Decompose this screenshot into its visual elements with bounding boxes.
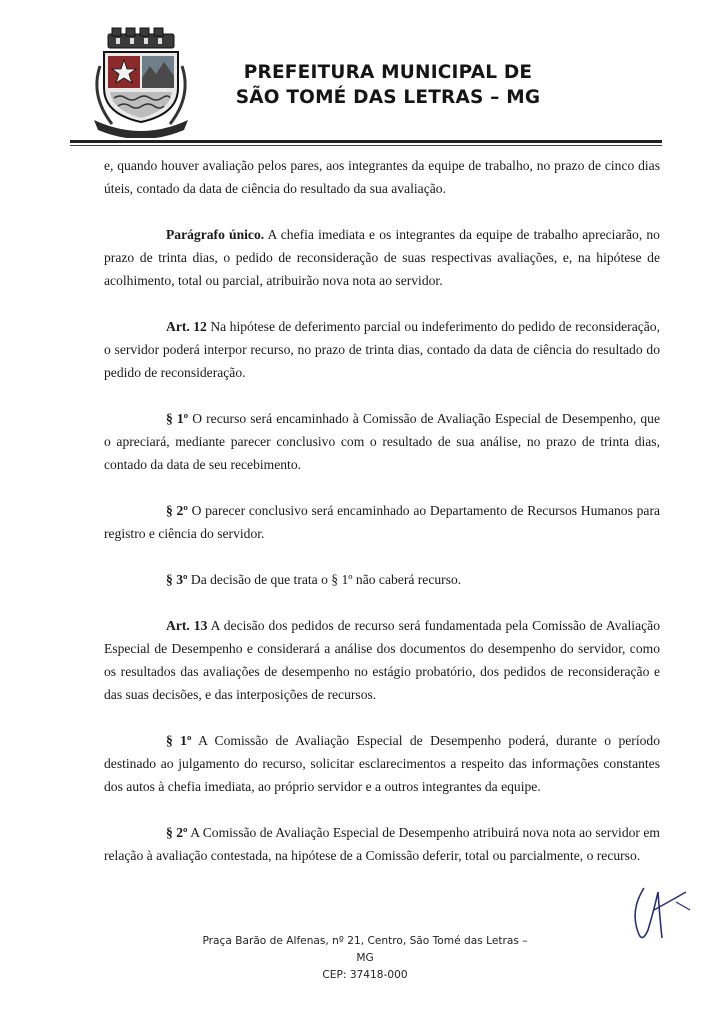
header-divider-thick	[70, 140, 662, 143]
paragraph-unico	[104, 223, 660, 292]
section-text: Da decisão de que trata o § 1º não caberá recurso.	[187, 572, 462, 587]
title-line-2: SÃO TOMÉ DAS LETRAS – MG	[235, 87, 541, 108]
page-footer	[200, 933, 530, 984]
title-line-1: PREFEITURA MUNICIPAL DE	[243, 62, 533, 83]
section-text: A Comissão de Avaliação Especial de Desempenho poderá, durante o período destinado ao julgamento do recurso, solicitar esclarecimentos a respeito das informações constantes dos autos à chefia imediata, ao próprio servidor e a outros integrantes da equipe.	[104, 733, 660, 794]
section-label: § 1º	[166, 411, 189, 426]
article-text: Na hipótese de deferimento parcial ou indeferimento do pedido de reconsideração, o servidor poderá interpor recurso, no prazo de trinta dias, contado da data de ciência do resultado do pedido de reconsideração.	[104, 319, 660, 380]
article-label: Art. 13	[166, 618, 208, 633]
article-13-par-1	[104, 729, 660, 798]
article-label: Art. 12	[166, 319, 207, 334]
footer-address: Praça Barão de Alfenas, nº 21, Centro, São Tomé das Letras – MG	[202, 935, 528, 964]
article-12	[104, 315, 660, 384]
section-label: § 2º	[166, 825, 188, 840]
section-label: § 2º	[166, 503, 188, 518]
page-title	[228, 60, 548, 110]
article-12-par-2	[104, 499, 660, 545]
article-12-par-1	[104, 407, 660, 476]
handwritten-signature	[624, 880, 704, 950]
document-body	[104, 154, 660, 890]
paragraph-label: Parágrafo único.	[166, 227, 265, 242]
section-label: § 1º	[166, 733, 192, 748]
paragraph-text: A chefia imediata e os integrantes da equipe de trabalho apreciarão, no prazo de trinta dias, o pedido de reconsideração de suas respectivas avaliações, e, na hipótese de acolhimento, total ou parcial, atribuirão nova nota ao servidor.	[104, 227, 660, 288]
section-text: A Comissão de Avaliação Especial de Desempenho atribuirá nova nota ao servidor em relação à avaliação contestada, na hipótese de a Comissão deferir, total ou parcialmente, o recurso.	[104, 825, 660, 863]
section-text: O parecer conclusivo será encaminhado ao Departamento de Recursos Humanos para registro e ciência do servidor.	[104, 503, 661, 541]
section-label: § 3º	[166, 572, 188, 587]
section-text: O recurso será encaminhado à Comissão de Avaliação Especial de Desempenho, que o apreciará, mediante parecer conclusivo com o resultado de sua análise, no prazo de trinta dias, contado da data de seu recebimento.	[104, 411, 661, 472]
article-12-par-3	[104, 568, 660, 591]
footer-cep: CEP: 37418-000	[322, 969, 408, 981]
paragraph-continuation: e, quando houver avaliação pelos pares, aos integrantes da equipe de trabalho, no prazo de cinco dias úteis, contado da data de ciência do resultado da sua avaliação.	[104, 158, 660, 196]
article-text: A decisão dos pedidos de recurso será fundamentada pela Comissão de Avaliação Especial de Desempenho e considerará a análise dos documentos do desempenho do servidor, como os resultados das avaliações de desempenho no estágio probatório, dos pedidos de reconsideração e das suas decisões, e das interposições de recursos.	[104, 618, 660, 702]
header-divider-thin	[70, 145, 662, 146]
article-13-par-2	[104, 821, 660, 867]
article-13	[104, 614, 660, 706]
municipal-crest-logo	[86, 26, 196, 138]
